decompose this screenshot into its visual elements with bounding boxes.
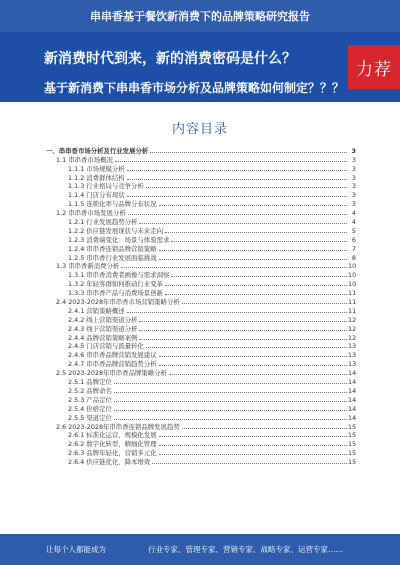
hero-subheadline: 基于新消费下串串香市场分析及品牌策略如何制定？？？: [44, 81, 345, 95]
toc-entry[interactable]: [46, 182, 356, 191]
toc-leader-dots: [139, 321, 347, 322]
toc-leader-dots: [114, 392, 347, 393]
toc-leader-dots: [152, 463, 347, 464]
toc-entry[interactable]: [46, 315, 356, 324]
toc-entry[interactable]: [46, 253, 356, 262]
toc-entry-page: 12: [348, 315, 357, 324]
toc-entry-page: 13: [348, 342, 357, 351]
toc-leader-dots: [121, 267, 347, 268]
toc-entry[interactable]: [46, 448, 356, 457]
toc-entry-text: 2.4.3 线下营销渠道分析: [68, 324, 138, 333]
toc-entry-page: 3: [351, 146, 356, 155]
toc-entry-page: 15: [348, 458, 357, 467]
toc-entry[interactable]: [46, 155, 356, 164]
hero-headline: 新消费时代到来，新的消费密码是什么？: [44, 51, 296, 67]
toc-entry-text: 2.4.1 营销策略概述: [68, 306, 125, 315]
toc-leader-dots: [114, 419, 347, 420]
toc-leader-dots: [159, 454, 347, 455]
toc-entry-text: 2.5.3 产品定位: [68, 395, 112, 404]
toc-title: 内容目录: [171, 122, 228, 137]
toc-entry-page: 14: [348, 369, 357, 378]
toc-entry-page: 3: [351, 182, 356, 191]
toc-leader-dots: [115, 161, 347, 162]
toc-entry-page: 10: [348, 280, 357, 289]
toc-entry[interactable]: [46, 297, 356, 306]
toc-entry[interactable]: [46, 262, 356, 271]
table-of-contents: [46, 146, 356, 466]
toc-leader-dots: [127, 196, 347, 197]
toc-entry-page: 13: [348, 360, 357, 369]
toc-entry-text: 1.2 串串香市场发展分析: [56, 209, 126, 218]
toc-entry[interactable]: [46, 279, 356, 288]
toc-entry-page: 12: [348, 333, 357, 342]
toc-entry-page: 11: [348, 298, 357, 307]
toc-leader-dots: [159, 250, 347, 251]
toc-entry-text: 一、串串香市场分析及行业发展分析: [46, 146, 149, 155]
toc-entry-page: 11: [348, 306, 357, 315]
toc-entry-page: 10: [348, 271, 357, 280]
toc-entry-text: 2.6.4 供应链优化，降本增效: [68, 458, 151, 467]
toc-entry[interactable]: [46, 386, 356, 395]
toc-entry[interactable]: [46, 431, 356, 440]
report-header-bar: [0, 0, 400, 32]
toc-entry-text: 1.3.3 串串香产品与消费场景创新: [68, 289, 163, 298]
toc-entry-page: 15: [348, 422, 357, 431]
toc-leader-dots: [159, 356, 347, 357]
toc-entry[interactable]: [46, 270, 356, 279]
toc-entry-page: 4: [351, 209, 356, 218]
toc-leader-dots: [159, 205, 347, 206]
toc-entry-text: 1.1.1 市场规模分析: [68, 164, 125, 173]
toc-entry[interactable]: [46, 244, 356, 253]
footer-slogan-left: 让每个人都能成为: [46, 545, 106, 554]
toc-entry[interactable]: [46, 199, 356, 208]
toc-entry-text: 1.3 串串香新消费分析: [56, 262, 120, 271]
toc-entry[interactable]: [46, 377, 356, 386]
toc-entry[interactable]: [46, 208, 356, 217]
toc-leader-dots: [146, 187, 347, 188]
toc-entry[interactable]: [46, 173, 356, 182]
toc-entry-page: 3: [351, 164, 356, 173]
toc-entry[interactable]: [46, 422, 356, 431]
toc-entry-text: 1.1.2 消费群体结构: [68, 173, 125, 182]
toc-entry-text: 1.1.4 门店分布现状: [68, 191, 125, 200]
toc-entry[interactable]: [46, 333, 356, 342]
toc-entry[interactable]: [46, 359, 356, 368]
toc-entry-page: 11: [348, 289, 357, 298]
toc-entry[interactable]: [46, 190, 356, 199]
toc-leader-dots: [165, 285, 347, 286]
toc-entry[interactable]: [46, 439, 356, 448]
toc-entry-page: 15: [348, 449, 357, 458]
toc-entry-page: 3: [351, 155, 356, 164]
toc-leader-dots: [139, 339, 347, 340]
toc-leader-dots: [128, 214, 347, 215]
toc-entry-text: 1.1 串串香市场概况: [56, 155, 113, 164]
report-title: 串串香基于餐饮新消费下的品牌策略研究报告: [90, 10, 310, 23]
toc-entry[interactable]: [46, 146, 356, 155]
recommend-badge: 力荐: [348, 45, 400, 89]
toc-leader-dots: [127, 170, 347, 171]
toc-leader-dots: [139, 223, 347, 224]
toc-entry[interactable]: [46, 342, 356, 351]
toc-entry-page: 15: [348, 431, 357, 440]
toc-entry-page: 14: [348, 413, 357, 422]
toc-entry[interactable]: [46, 368, 356, 377]
toc-entry[interactable]: [46, 395, 356, 404]
toc-leader-dots: [165, 294, 347, 295]
toc-leader-dots: [169, 374, 347, 375]
toc-entry-page: 5: [351, 226, 356, 235]
toc-leader-dots: [114, 401, 347, 402]
toc-entry-text: 2.6.3 品牌年轻化，营销多元化: [68, 449, 157, 458]
hero-banner: [0, 32, 400, 102]
toc-leader-dots: [159, 445, 347, 446]
toc-entry-page: 15: [348, 440, 357, 449]
toc-leader-dots: [159, 436, 347, 437]
footer-slogan-right: 行业专家、管理专家、营销专家、战略专家、运营专家……: [148, 545, 343, 554]
toc-entry-text: 1.3.1 串串香消费者画像与需求洞察: [68, 271, 170, 280]
toc-entry-page: 3: [351, 173, 356, 182]
toc-entry[interactable]: [46, 288, 356, 297]
toc-leader-dots: [150, 152, 347, 153]
toc-entry-page: 10: [348, 262, 357, 271]
toc-entry-text: 2.4.2 线上营销渠道分析: [68, 315, 138, 324]
toc-leader-dots: [165, 232, 347, 233]
toc-entry-text: 2.4.4 品牌营销策略案例: [68, 333, 138, 342]
toc-entry[interactable]: [46, 164, 356, 173]
toc-leader-dots: [127, 312, 347, 313]
toc-entry-text: 2.4.7 串串香品牌营销趋势分析: [68, 360, 157, 369]
toc-entry-page: 14: [348, 386, 357, 395]
toc-entry[interactable]: [46, 413, 356, 422]
toc-entry-text: 1.2.1 行业发展趋势分析: [68, 218, 138, 227]
toc-entry-text: 1.1.5 连锁化率与品牌分布状况: [68, 200, 157, 209]
toc-entry[interactable]: [46, 324, 356, 333]
toc-entry-text: 2.4.5 门店营销与流量转化: [68, 342, 144, 351]
toc-entry-page: 14: [348, 395, 357, 404]
toc-entry-text: 2.5.4 价格定位: [68, 404, 112, 413]
toc-entry-page: 8: [351, 253, 356, 262]
toc-leader-dots: [182, 428, 347, 429]
toc-entry-page: 12: [348, 324, 357, 333]
toc-entry[interactable]: [46, 306, 356, 315]
toc-entry-page: 3: [351, 191, 356, 200]
toc-leader-dots: [114, 410, 347, 411]
toc-entry-page: 6: [351, 235, 356, 244]
toc-entry-text: 2.6.2 数字化转型，精细化管理: [68, 440, 157, 449]
toc-entry-page: 3: [351, 200, 356, 209]
toc-entry-text: 1.3.2 年轻客群如何推动行业变革: [68, 280, 163, 289]
toc-entry-text: 1.2.5 串串香行业发展面临挑战: [68, 253, 157, 262]
toc-entry-text: 2.5.1 品牌定位: [68, 378, 112, 387]
toc-entry-text: 2.4.6 串串香品牌营销发展建议: [68, 351, 157, 360]
toc-leader-dots: [127, 179, 347, 180]
toc-entry-text: 1.2.2 供应链发展现状与未来走向: [68, 226, 163, 235]
toc-entry-text: 2.6 2023-2028年串串香连锁品牌发展趋势: [56, 422, 180, 431]
toc-entry[interactable]: [46, 404, 356, 413]
footer-bar: [0, 534, 400, 565]
toc-entry-page: 13: [348, 351, 357, 360]
toc-entry[interactable]: [46, 217, 356, 226]
toc-leader-dots: [159, 259, 347, 260]
toc-entry[interactable]: [46, 235, 356, 244]
toc-leader-dots: [182, 303, 347, 304]
toc-leader-dots: [114, 383, 347, 384]
toc-entry[interactable]: [46, 226, 356, 235]
toc-entry-text: 2.5.5 渠道定位: [68, 413, 112, 422]
toc-leader-dots: [159, 365, 347, 366]
toc-entry[interactable]: [46, 350, 356, 359]
toc-leader-dots: [139, 330, 347, 331]
toc-entry-page: 4: [351, 218, 356, 227]
toc-entry-page: 14: [348, 404, 357, 413]
toc-entry-text: 1.1.3 行业格局与竞争分析: [68, 182, 144, 191]
toc-entry-page: 14: [348, 378, 357, 387]
toc-entry-text: 2.4 2023-2028年串串香市场营销策略分析: [56, 298, 180, 307]
toc-leader-dots: [171, 276, 347, 277]
toc-leader-dots: [171, 241, 347, 242]
toc-entry-text: 1.2.3 消费端变化：场景与体验需求: [68, 235, 170, 244]
toc-entry-text: 1.2.4 串串香连锁品牌营销策略: [68, 244, 157, 253]
toc-entry-text: 2.5.2 品牌命名: [68, 386, 112, 395]
toc-entry-page: 7: [351, 244, 356, 253]
toc-entry[interactable]: [46, 457, 356, 466]
toc-leader-dots: [146, 347, 347, 348]
toc-entry-text: 2.6.1 标准化运营，规模化发展: [68, 431, 157, 440]
toc-entry-text: 2.5 2023-2028年串串香品牌策略分析: [56, 369, 167, 378]
